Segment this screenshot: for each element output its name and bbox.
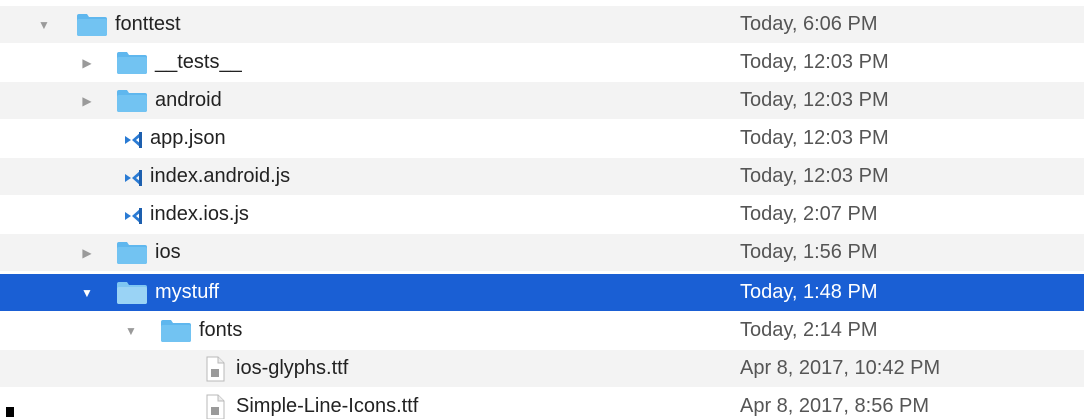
list-row-mystuff[interactable] xyxy=(0,274,1084,311)
document-file-icon xyxy=(204,394,226,419)
folder-icon xyxy=(116,50,148,75)
row-name: Simple-Line-Icons.ttf xyxy=(236,395,419,417)
list-row-index-android-js[interactable] xyxy=(0,158,1084,195)
list-row-ios-glyphs-ttf[interactable] xyxy=(0,350,1084,387)
row-name: mystuff xyxy=(155,281,220,303)
folder-icon xyxy=(76,12,108,37)
edge-marker xyxy=(6,407,14,417)
list-row-tests[interactable] xyxy=(0,44,1084,81)
row-name: ios xyxy=(155,241,181,263)
disclosure-collapsed-icon[interactable]: ▶ xyxy=(82,55,92,70)
list-row-android[interactable] xyxy=(0,82,1084,119)
row-name: __tests__ xyxy=(155,51,242,73)
row-date: Apr 8, 2017, 10:42 PM xyxy=(740,357,941,379)
row-date: Today, 12:03 PM xyxy=(740,127,889,149)
vscode-file-icon xyxy=(122,204,144,226)
row-name: fonts xyxy=(199,319,243,341)
row-date: Today, 1:56 PM xyxy=(740,241,878,263)
row-date: Today, 12:03 PM xyxy=(740,51,889,73)
row-date: Today, 12:03 PM xyxy=(740,89,889,111)
row-date: Today, 1:48 PM xyxy=(740,281,878,303)
disclosure-collapsed-icon[interactable]: ▶ xyxy=(82,93,92,108)
vscode-file-icon xyxy=(122,166,144,188)
vscode-file-icon xyxy=(122,128,144,150)
document-file-icon xyxy=(204,356,226,382)
list-row-fonttest[interactable] xyxy=(0,6,1084,43)
list-row-simple-line-icons-ttf[interactable] xyxy=(0,388,1084,419)
list-row-app-json[interactable] xyxy=(0,120,1084,157)
disclosure-expanded-icon[interactable]: ▼ xyxy=(125,323,137,338)
row-name: fonttest xyxy=(115,13,181,35)
row-date: Today, 12:03 PM xyxy=(740,165,889,187)
folder-icon xyxy=(116,240,148,265)
folder-icon xyxy=(116,280,148,305)
disclosure-collapsed-icon[interactable]: ▶ xyxy=(82,245,92,260)
disclosure-expanded-icon[interactable]: ▼ xyxy=(38,17,50,32)
row-date: Today, 6:06 PM xyxy=(740,13,878,35)
row-name: app.json xyxy=(150,127,226,149)
list-row-fonts[interactable] xyxy=(0,312,1084,349)
list-row-ios[interactable] xyxy=(0,234,1084,271)
folder-icon xyxy=(116,88,148,113)
folder-icon xyxy=(160,318,192,343)
row-date: Today, 2:14 PM xyxy=(740,319,878,341)
row-date: Apr 8, 2017, 8:56 PM xyxy=(740,395,930,417)
row-name: android xyxy=(155,89,222,111)
row-name: ios-glyphs.ttf xyxy=(236,357,349,379)
row-date: Today, 2:07 PM xyxy=(740,203,878,225)
row-name: index.android.js xyxy=(150,165,291,187)
row-name: index.ios.js xyxy=(150,203,249,225)
list-row-index-ios-js[interactable] xyxy=(0,196,1084,233)
disclosure-expanded-icon[interactable]: ▼ xyxy=(81,285,93,300)
